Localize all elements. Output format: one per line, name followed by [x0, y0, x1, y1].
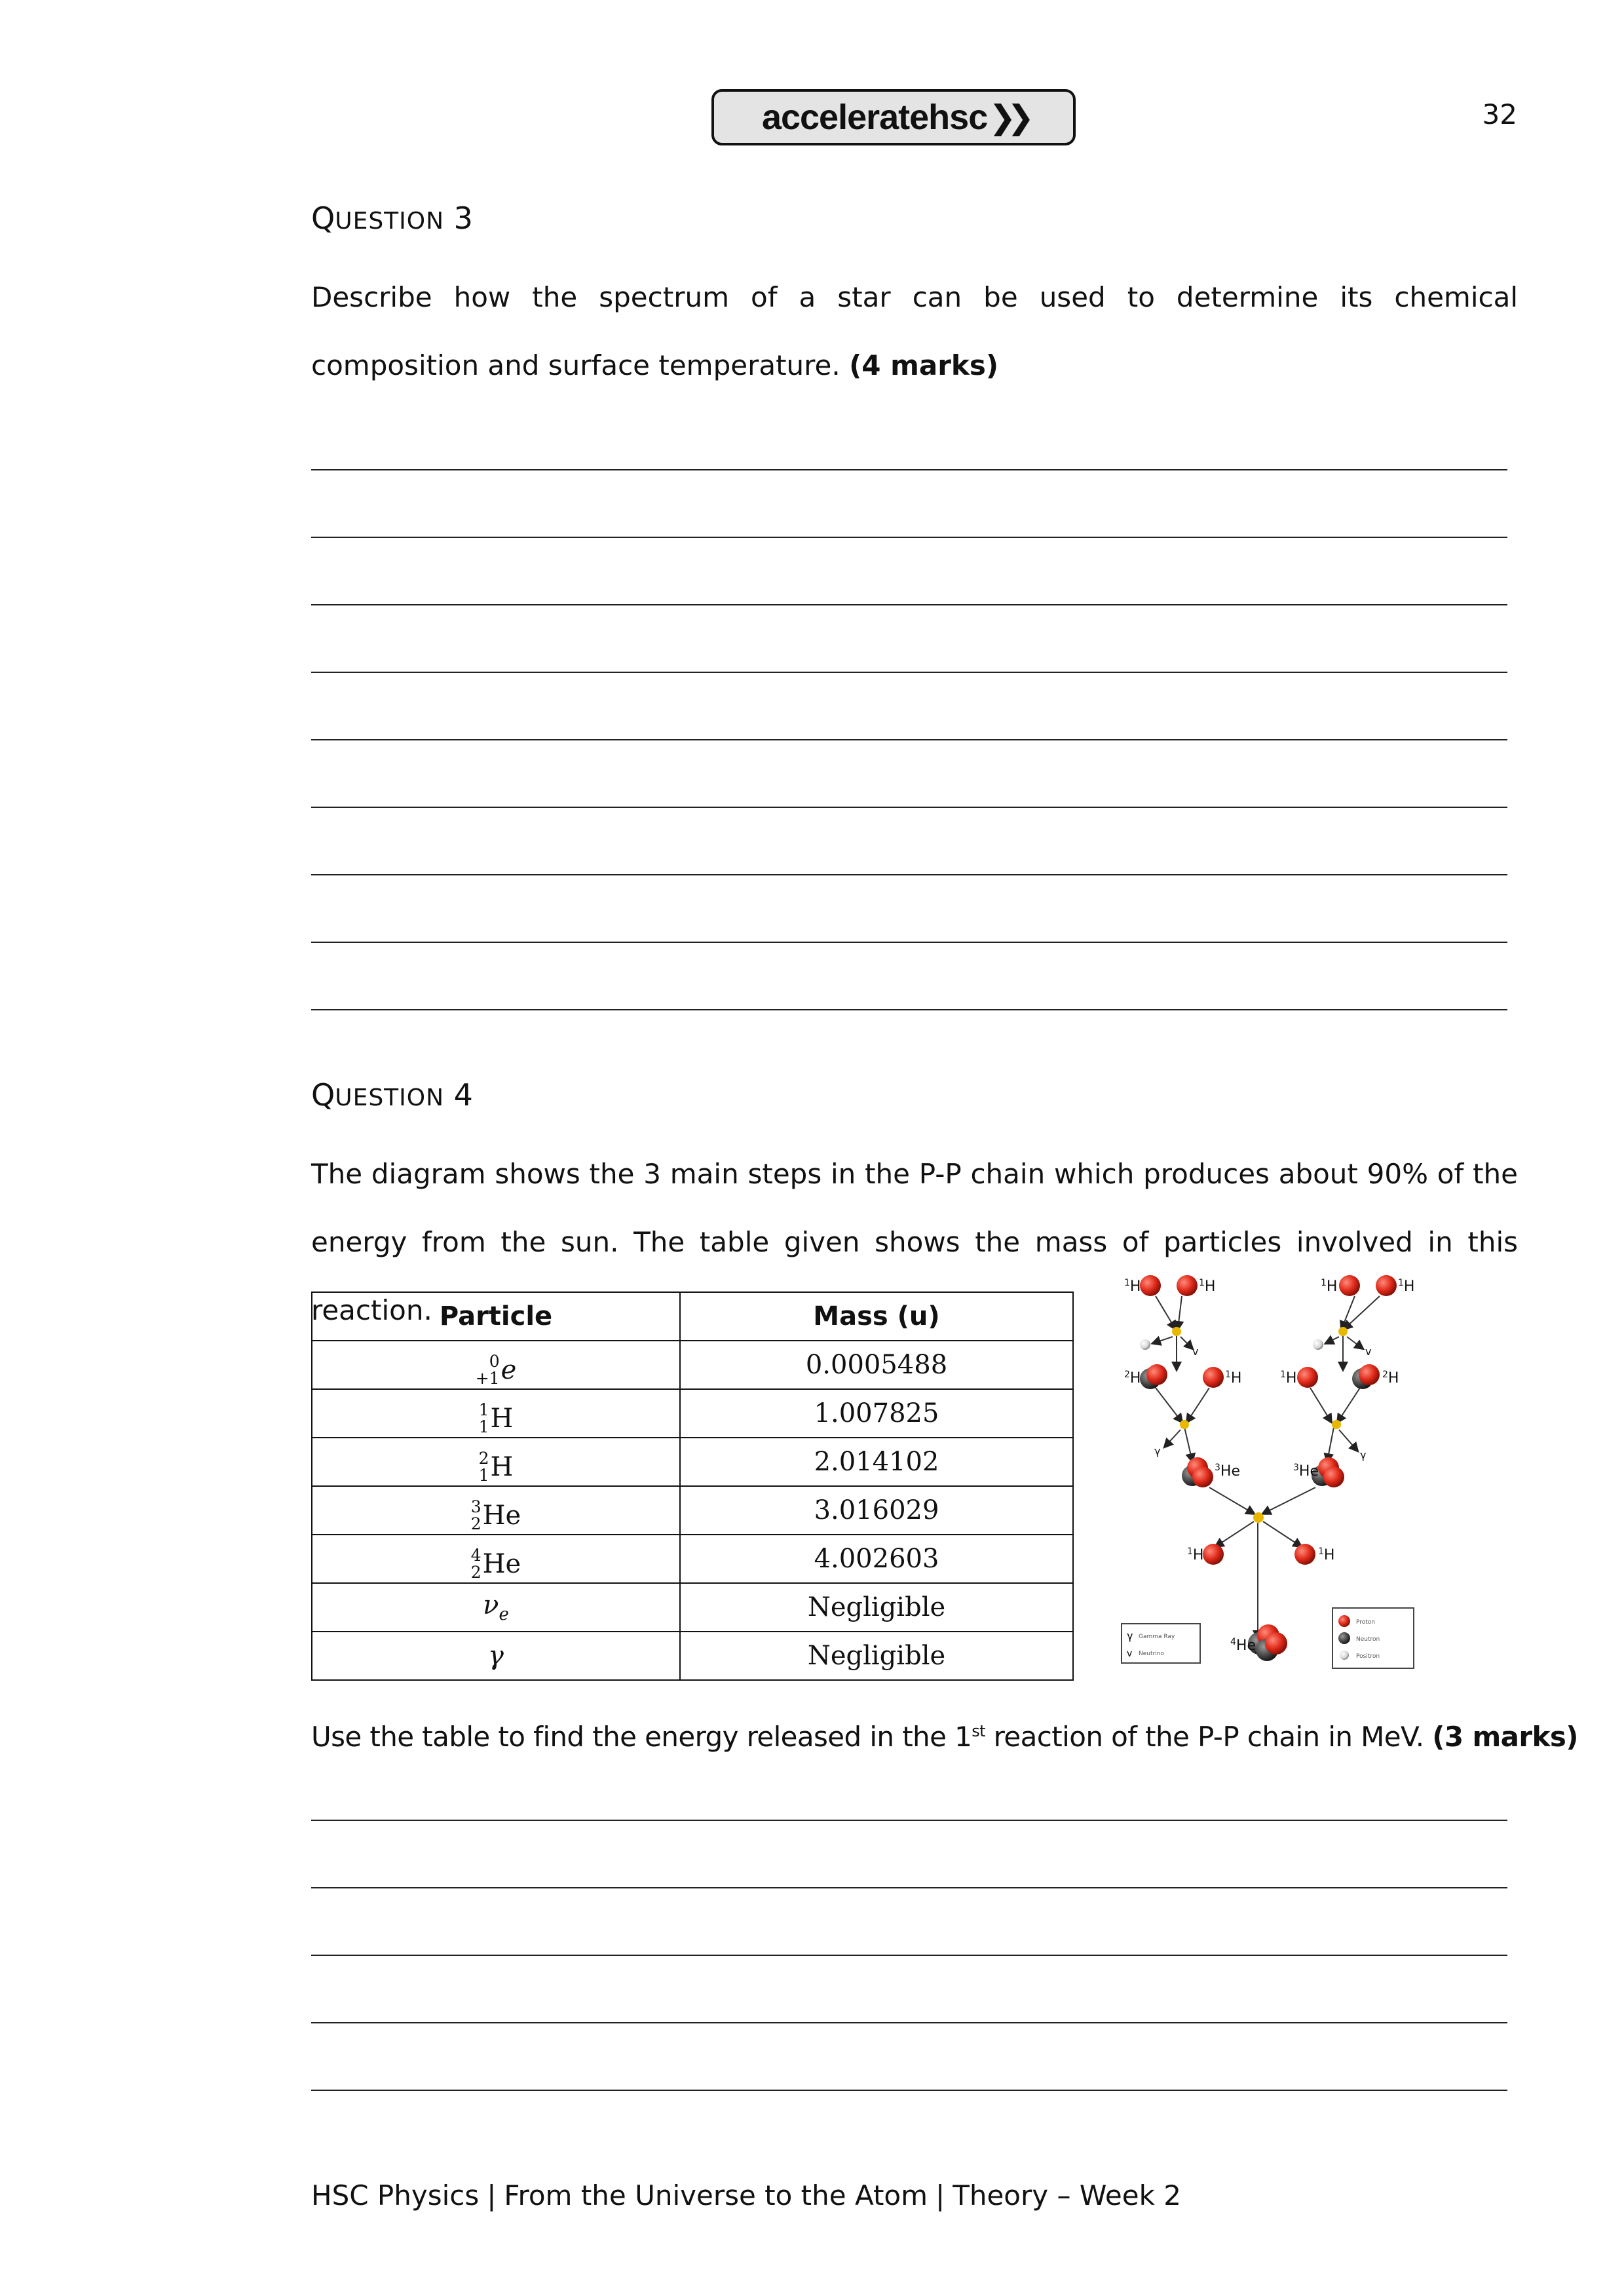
svg-text:2H: $^2$H — [1124, 1369, 1141, 1387]
svg-text:Neutron: Neutron — [1356, 1636, 1380, 1643]
svg-text:1H: $^1$H — [1280, 1369, 1297, 1387]
table-header-particle: Particle — [312, 1292, 680, 1341]
page-number: 32 — [1482, 98, 1517, 130]
svg-text:Gamma Ray: Gamma Ray — [1139, 1634, 1175, 1640]
mass-cell: 4.002603 — [680, 1535, 1073, 1583]
table-row — [312, 1535, 1073, 1583]
svg-text:1H: $^1$H — [1318, 1546, 1335, 1563]
question-4-intro: The diagram shows the 3 main steps in the P-P chain which produces about 90% of the energy from the sun. The table given shows the mass of particles involved in this reaction. — [311, 1158, 1518, 1326]
mass-cell: 1.007825 — [680, 1389, 1073, 1438]
svg-text:Positron: Positron — [1356, 1653, 1380, 1660]
answer-line[interactable] — [311, 537, 1507, 538]
answer-line[interactable] — [311, 1955, 1507, 1956]
particle-cell: 4 2 He — [312, 1535, 680, 1583]
svg-text:Neutrino: Neutrino — [1139, 1651, 1164, 1657]
svg-text:1H: $^1$H — [1225, 1369, 1242, 1387]
table-row — [312, 1583, 1073, 1632]
svg-text:1H: $^1$H — [1124, 1278, 1141, 1295]
table-row — [312, 1486, 1073, 1535]
mass-cell: 0.0005488 — [680, 1341, 1073, 1389]
table-row — [312, 1632, 1073, 1680]
table-header-mass: Mass (u) — [680, 1292, 1073, 1341]
svg-text:1H: $^1$H — [1199, 1278, 1216, 1295]
svg-text:3He: $^3$He — [1293, 1463, 1319, 1480]
question-3-heading: QUESTION 3 — [311, 201, 473, 236]
answer-line[interactable] — [311, 739, 1507, 740]
svg-text:1H: $^1$H — [1398, 1278, 1415, 1295]
table-header-row — [312, 1292, 1073, 1341]
brand-logo — [711, 89, 1076, 145]
question-4-heading: QUESTION 4 — [311, 1077, 473, 1113]
particle-cell: 2 1 H — [312, 1438, 680, 1486]
answer-line[interactable] — [311, 672, 1507, 673]
svg-text:3He: $^3$He — [1215, 1463, 1240, 1480]
answer-line[interactable] — [311, 942, 1507, 943]
table-row — [312, 1389, 1073, 1438]
svg-text:γ: γ — [1127, 1630, 1133, 1642]
logo-text: acceleratehsc — [761, 98, 988, 137]
svg-text:v: v — [1365, 1345, 1372, 1358]
answer-line[interactable] — [311, 807, 1507, 808]
svg-text:1H: $^1$H — [1321, 1278, 1338, 1295]
particle-cell: $\nu_e$ — [312, 1583, 680, 1632]
diagram-legend-left — [1122, 1624, 1200, 1663]
mass-cell: 3.016029 — [680, 1486, 1073, 1535]
pp-chain-diagram — [1111, 1271, 1426, 1717]
answer-line[interactable] — [311, 2022, 1507, 2023]
mass-cell: Negligible — [680, 1632, 1073, 1680]
question-4-marks: (3 marks) — [1432, 1721, 1578, 1753]
footer-module: From the Universe to the Atom — [504, 2179, 928, 2211]
answer-line[interactable] — [311, 1887, 1507, 1888]
svg-text:Proton: Proton — [1356, 1619, 1376, 1626]
particle-cell: γ — [312, 1632, 680, 1680]
answer-line[interactable] — [311, 1820, 1507, 1821]
question-4-task: Use the table to find the energy released in the 1st reaction of the P-P chain in MeV. (3 marks) — [311, 1721, 1578, 1753]
svg-text:γ: γ — [1154, 1445, 1161, 1457]
table-row — [312, 1341, 1073, 1389]
answer-line[interactable] — [311, 2090, 1507, 2091]
particle-cell: 1 1 H — [312, 1389, 680, 1438]
question-3-marks: (4 marks) — [849, 349, 999, 381]
svg-text:2H: $^2$H — [1382, 1369, 1399, 1387]
mass-cell: 2.014102 — [680, 1438, 1073, 1486]
svg-text:v: v — [1192, 1345, 1199, 1358]
svg-text:γ: γ — [1360, 1449, 1367, 1461]
footer-part: Theory – Week 2 — [953, 2179, 1181, 2211]
footer-subject: HSC Physics — [311, 2179, 480, 2211]
question-3-text: Describe how the spectrum of a star can be used to determine its chemical composition and surface temperature. (4 marks) — [311, 281, 1518, 381]
svg-text:v: v — [1127, 1649, 1133, 1659]
particle-cell: 0 +1 e — [312, 1341, 680, 1389]
logo-chevron-icon: ❯❯ — [989, 98, 1026, 136]
answer-line[interactable] — [311, 874, 1507, 875]
answer-line[interactable] — [311, 604, 1507, 605]
particle-cell: 3 2 He — [312, 1486, 680, 1535]
svg-text:4He: $^4$He — [1230, 1637, 1256, 1654]
mass-cell: Negligible — [680, 1583, 1073, 1632]
diagram-legend-right — [1332, 1608, 1414, 1668]
answer-line[interactable] — [311, 1009, 1507, 1010]
answer-line[interactable] — [311, 469, 1507, 470]
svg-text:1H: $^1$H — [1187, 1546, 1204, 1563]
page-footer: HSC Physics | From the Universe to the Atom | Theory – Week 2 — [311, 2179, 1181, 2211]
particle-mass-table — [311, 1292, 1074, 1681]
table-row — [312, 1438, 1073, 1486]
